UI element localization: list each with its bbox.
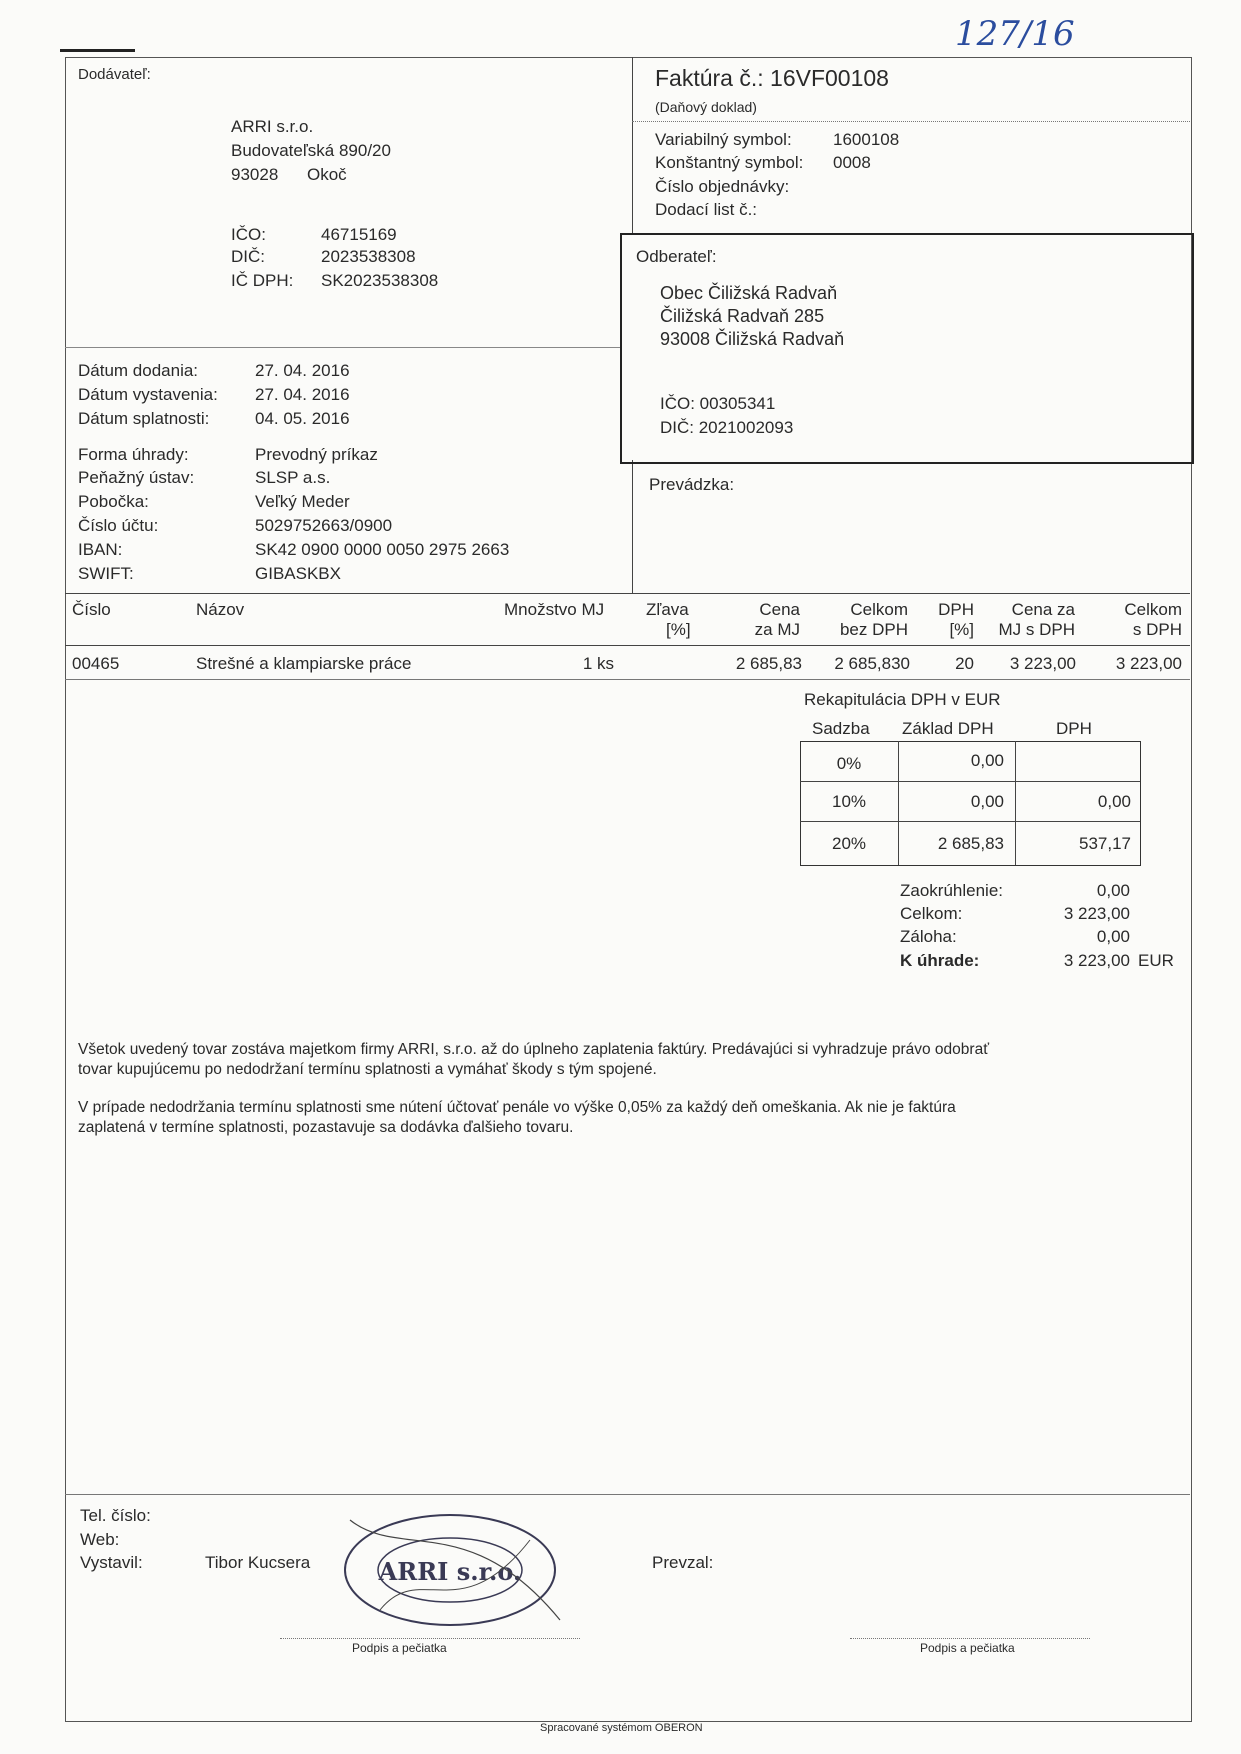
swift: GIBASKBX: [255, 564, 341, 583]
item-total-vat: 3 223,00: [1115, 654, 1182, 673]
customer-label: Odberateľ:: [636, 247, 717, 266]
col-total-vat-2: s DPH: [1132, 620, 1182, 639]
constant-symbol: 0008: [833, 153, 871, 172]
col-unit-price-2: za MJ: [754, 620, 800, 639]
supplier-dic-label: DIČ:: [231, 247, 265, 266]
item-unit-vat: 3 223,00: [1009, 654, 1076, 673]
issue-date-label: Dátum vystavenia:: [78, 385, 218, 404]
signature-line-right: [850, 1638, 1090, 1639]
order-number-label: Číslo objednávky:: [655, 177, 790, 196]
supplier-icdph-label: IČ DPH:: [231, 271, 294, 290]
items-bottom-rule: [65, 679, 1190, 680]
amount-due: 3 223,00: [1063, 951, 1130, 970]
vat-recap-col-rate: Sadzba: [812, 719, 870, 738]
issued-by: Tibor Kucsera: [205, 1553, 311, 1572]
col-unit-vat-1: Cena za: [1011, 600, 1075, 619]
due-date-label: Dátum splatnosti:: [78, 409, 210, 428]
handwritten-invoice-number: 127/16: [955, 14, 1075, 54]
bank: SLSP a.s.: [255, 468, 331, 487]
vat-base-0: 0,00: [970, 751, 1004, 770]
vat-recap-title: Rekapitulácia DPH v EUR: [804, 690, 1001, 709]
col-name: Názov: [196, 600, 245, 619]
rounding-label: Zaokrúhlenie:: [900, 881, 1004, 900]
vat-base-2: 2 685,83: [937, 834, 1004, 853]
stamp-graphic: [320, 1500, 580, 1640]
vat-base-1: 0,00: [970, 792, 1004, 811]
web-label: Web:: [80, 1530, 120, 1549]
branch-label: Pobočka:: [78, 492, 149, 511]
signature-line-left: [280, 1638, 580, 1639]
generated-by: Spracované systémom OBERON: [540, 1722, 703, 1734]
supplier-city: Okoč: [307, 165, 347, 184]
variable-symbol: 1600108: [833, 130, 900, 149]
signature-left-label: Podpis a pečiatka: [352, 1641, 447, 1655]
amount-due-currency: EUR: [1138, 951, 1174, 970]
iban: SK42 0900 0000 0050 2975 2663: [255, 540, 510, 559]
invoice-subtitle: (Daňový doklad): [655, 99, 757, 115]
premises-label: Prevádzka:: [649, 475, 735, 494]
customer-dic: DIČ: 2021002093: [660, 418, 794, 437]
iban-label: IBAN:: [78, 540, 123, 559]
supplier-name: ARRI s.r.o.: [231, 117, 314, 136]
vat-row-divider-1: [800, 781, 1140, 782]
vat-col-divider-1: [898, 741, 899, 865]
vat-col-divider-2: [1015, 741, 1016, 865]
customer-street: Čiližská Radvaň 285: [660, 306, 825, 326]
col-unit-price-1: Cena: [759, 600, 800, 619]
col-total-novat-2: bez DPH: [839, 620, 908, 639]
vat-amount-1: 0,00: [1097, 792, 1131, 811]
delivery-date: 27. 04. 2016: [255, 361, 350, 380]
col-total-vat-1: Celkom: [1124, 600, 1182, 619]
vat-row-divider-2: [800, 821, 1140, 822]
advance-label: Záloha:: [900, 927, 957, 946]
item-unit-price: 2 685,83: [735, 654, 802, 673]
scan-mark: [60, 49, 135, 52]
constant-symbol-label: Konštantný symbol:: [655, 153, 804, 172]
supplier-street: Budovateľská 890/20: [231, 141, 391, 160]
col-unit-vat-2: MJ s DPH: [998, 620, 1075, 639]
item-total-novat: 2 685,830: [834, 654, 910, 673]
swift-label: SWIFT:: [78, 564, 134, 583]
supplier-ico: 46715169: [321, 225, 397, 244]
note-penalty-line-1: V prípade nedodržania termínu splatnosti sme nútení účtovať penále vo výške 0,05% za každý deň omeškania. Ak nie je faktúra: [78, 1099, 956, 1116]
customer-ico: IČO: 00305341: [660, 394, 776, 413]
col-quantity: Množstvo MJ: [504, 600, 605, 619]
col-vat-2: [%]: [949, 620, 974, 639]
note-ownership-line-1: Všetok uvedený tovar zostáva majetkom firmy ARRI, s.r.o. až do úplneho zaplatenia faktúry. Predávajúci si vyhradzuje právo odobrať: [78, 1041, 990, 1058]
item-quantity: 1 ks: [582, 654, 614, 673]
vat-rate-2: 20%: [831, 834, 867, 853]
col-discount-1: Zľava: [646, 600, 689, 619]
col-total-novat-1: Celkom: [850, 600, 908, 619]
customer-name: Obec Čiližská Radvaň: [660, 283, 838, 303]
total: 3 223,00: [1063, 904, 1130, 923]
col-vat-1: DPH: [938, 600, 974, 619]
tel-label: Tel. číslo:: [80, 1506, 151, 1525]
customer-zip-city: 93008 Čiližská Radvaň: [660, 329, 845, 349]
amount-due-label: K úhrade:: [900, 951, 980, 970]
stamp-text: ARRI s.r.o.: [378, 1557, 522, 1586]
col-discount-2: [%]: [666, 620, 691, 639]
left-column-divider: [632, 460, 633, 593]
payment-method-label: Forma úhrady:: [78, 445, 189, 464]
supplier-dic: 2023538308: [321, 247, 416, 266]
total-label: Celkom:: [900, 904, 963, 923]
vat-recap-col-base: Základ DPH: [902, 719, 994, 738]
supplier-label: Dodávateľ:: [78, 66, 151, 83]
invoice-title-divider: [632, 121, 1190, 122]
delivery-note-label: Dodací list č.:: [655, 200, 758, 219]
bank-label: Peňažný ústav:: [78, 468, 195, 487]
item-number: 00465: [72, 654, 120, 673]
vat-rate-1: 10%: [831, 792, 867, 811]
invoice-title: Faktúra č.: 16VF00108: [655, 65, 889, 91]
issue-date: 27. 04. 2016: [255, 385, 350, 404]
issued-by-label: Vystavil:: [80, 1553, 143, 1572]
col-number: Číslo: [72, 600, 111, 619]
delivery-date-label: Dátum dodania:: [78, 361, 199, 380]
note-ownership-line-2: tovar kupujúcemu po nedodržaní termínu splatnosti a vymáhať škody s tým spojené.: [78, 1061, 657, 1078]
variable-symbol-label: Variabilný symbol:: [655, 130, 792, 149]
supplier-icdph: SK2023538308: [321, 271, 439, 290]
note-penalty-line-2: zaplatená v termíne splatnosti, pozastavuje sa dodávka ďalšieho tovaru.: [78, 1119, 574, 1136]
supplier-bottom-divider: [65, 347, 620, 348]
items-header-bottom-rule: [65, 645, 1190, 646]
due-date: 04. 05. 2016: [255, 409, 350, 428]
supplier-ico-label: IČO:: [231, 225, 266, 244]
payment-method: Prevodný príkaz: [255, 445, 378, 464]
received-label: Prevzal:: [652, 1553, 714, 1572]
signature-right-label: Podpis a pečiatka: [920, 1641, 1015, 1655]
vat-amount-2: 537,17: [1079, 834, 1131, 853]
items-header-top-rule: [65, 593, 1190, 594]
account-number: 5029752663/0900: [255, 516, 393, 535]
company-stamp: [320, 1500, 580, 1640]
vat-recap-col-vat: DPH: [1056, 719, 1092, 738]
item-vat: 20: [955, 654, 974, 673]
supplier-zip: 93028: [231, 165, 279, 184]
branch: Veľký Meder: [255, 492, 350, 511]
account-label: Číslo účtu:: [78, 516, 159, 535]
footer-top-rule: [65, 1494, 1190, 1495]
item-name: Strešné a klampiarske práce: [196, 654, 412, 673]
advance: 0,00: [1096, 927, 1130, 946]
vat-rate-0: 0%: [836, 754, 862, 773]
header-divider: [632, 57, 633, 233]
rounding: 0,00: [1096, 881, 1130, 900]
